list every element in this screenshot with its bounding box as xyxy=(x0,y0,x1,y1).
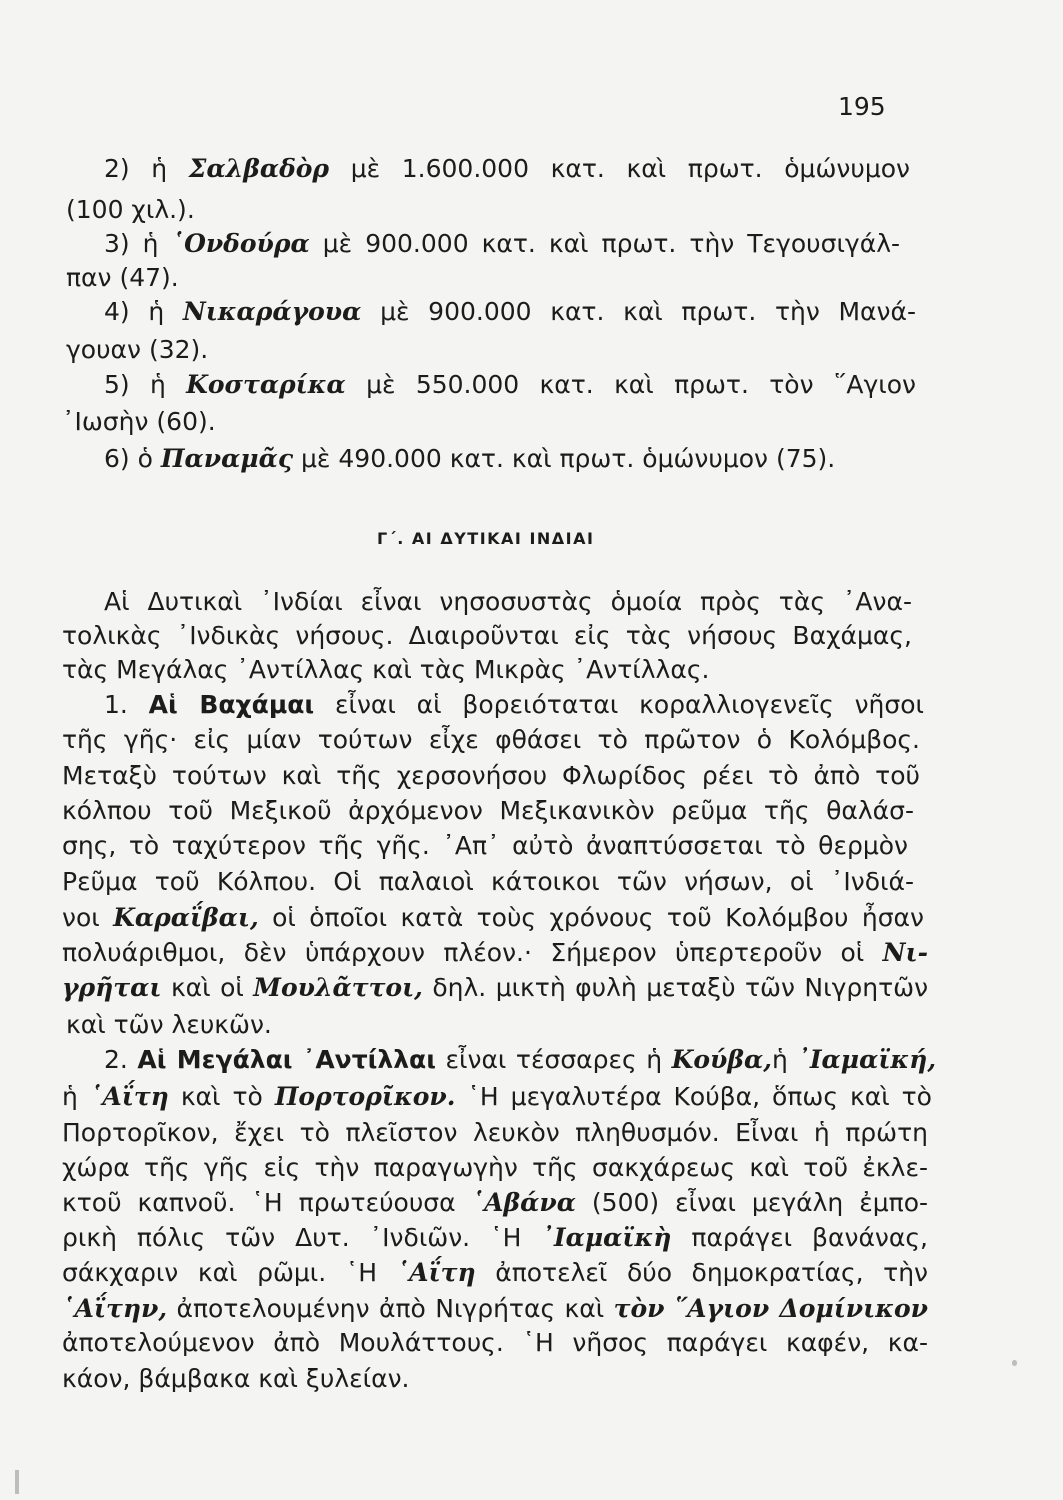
island-name: ῾Αΐτη xyxy=(396,1258,476,1287)
list-text: μὲ 550.000 κατ. καὶ πρωτ. τὸν ῞Αγιον xyxy=(366,370,916,399)
p3-line-5 xyxy=(62,1188,928,1218)
p1-line-3: τὰς Μεγάλας ᾿Αντίλλας καὶ τὰς Μικρὰς ᾿Αντίλλας. xyxy=(62,655,710,684)
text: ἀποτελεῖ δύο δημοκρατίας, τὴν xyxy=(495,1258,929,1287)
text: δηλ. μικτὴ φυλὴ μεταξὺ τῶν Νιγρητῶν xyxy=(432,973,929,1002)
country-name: τὸν ῞Αγιον Δομίνικον xyxy=(613,1294,929,1323)
list-text: μὲ 1.600.000 κατ. καὶ πρωτ. ὁμώνυμον xyxy=(350,154,910,183)
island-name: Πορτορῖκον. xyxy=(274,1082,456,1111)
scan-dot xyxy=(1012,1360,1017,1366)
p2-line-2: τῆς γῆς· εἰς μίαν τούτων εἶχε φθάσει τὸ πρῶτον ὁ Κολόμβος. xyxy=(62,725,920,754)
text: εἶναι τέσσαρες ἡ xyxy=(445,1045,663,1074)
city-name: ῾Αβάνα xyxy=(471,1188,576,1217)
p2-line-8 xyxy=(62,938,928,968)
place-name: Αἱ Μεγάλαι ᾿Αντίλλαι xyxy=(137,1045,436,1074)
text: οἱ ὁποῖοι κατὰ τοὺς χρόνους τοῦ Κολόμβου ἦσαν xyxy=(272,903,924,932)
people-name: Νι- xyxy=(882,938,928,967)
people-name: Μουλᾶττοι, xyxy=(253,973,423,1002)
list-item-3-cont: παν (47). xyxy=(66,263,179,292)
scan-mark xyxy=(15,1470,19,1494)
country-name: ῾Αΐτην, xyxy=(62,1294,168,1323)
list-item-5 xyxy=(104,370,916,400)
p3-line-9: ἀποτελούμενον ἀπὸ Μουλάττους. ῾Η νῆσος παράγει καφέν, κα- xyxy=(62,1328,928,1357)
country-name: Παναμᾶς xyxy=(160,444,294,473)
island-name: Κούβα, xyxy=(671,1045,772,1074)
p2-line-5: σης, τὸ ταχύτερον τῆς γῆς. ᾿Απ᾿ αὐτὸ ἀναπτύσσεται τὸ θερμὸν xyxy=(62,831,908,860)
list-number: 6) ὁ xyxy=(104,444,153,473)
list-item-2-cont: (100 χιλ.). xyxy=(66,195,195,224)
list-item-4-cont: γουαν (32). xyxy=(66,335,209,364)
page-number: 195 xyxy=(838,92,886,121)
place-name: Αἱ Βαχάμαι xyxy=(148,690,315,719)
list-text: μὲ 900.000 κατ. καὶ πρωτ. τὴν Τεγουσιγάλ- xyxy=(322,229,901,258)
p3-line-3: Πορτορῖκον, ἔχει τὸ πλεῖστον λευκὸν πληθυσμόν. Εἶναι ἡ πρώτη xyxy=(62,1118,928,1147)
text: καὶ τὸ xyxy=(180,1082,263,1111)
list-item-5-cont: ᾿Ιωσὴν (60). xyxy=(62,407,216,436)
list-number: 1. xyxy=(104,690,128,719)
country-name: ῾Ονδούρα xyxy=(171,229,310,258)
text: καὶ οἱ xyxy=(170,973,244,1002)
p3-line-10: κάον, βάμβακα καὶ ξυλείαν. xyxy=(62,1364,410,1393)
p2-line-3: Μεταξὺ τούτων καὶ τῆς χερσονήσου Φλωρίδος ρέει τὸ ἀπὸ τοῦ xyxy=(62,761,920,790)
text: νοι xyxy=(62,903,100,932)
p1-line-1: Αἱ Δυτικαὶ ᾿Ινδίαι εἶναι νησοσυστὰς ὁμοία πρὸς τὰς ᾿Ανα- xyxy=(104,587,912,616)
list-number: 2) ἡ xyxy=(104,154,168,183)
island-name: ῾Αΐτη xyxy=(89,1082,169,1111)
p2-line-1 xyxy=(104,690,924,720)
section-heading: Γ΄. ΑΙ ΔΥΤΙΚΑΙ ΙΝΔΙΑΙ xyxy=(377,529,595,548)
list-item-4 xyxy=(104,297,916,327)
country-name: Κοσταρίκα xyxy=(186,370,346,399)
p3-line-6 xyxy=(62,1223,928,1253)
country-name: Σαλβαδὸρ xyxy=(188,154,330,183)
list-number: 5) ἡ xyxy=(104,370,166,399)
people-name: γρῆται xyxy=(62,973,162,1002)
country-name: Νικαράγουα xyxy=(182,297,362,326)
p2-line-4: κόλπου τοῦ Μεξικοῦ ἀρχόμενον Μεξικανικὸν ρεῦμα τῆς θαλάσ- xyxy=(62,796,914,825)
p3-line-4: χώρα τῆς γῆς εἰς τὴν παραγωγὴν τῆς σακχάρεως καὶ τοῦ ἐκλε- xyxy=(62,1153,928,1182)
text: παράγει βανάνας, xyxy=(691,1223,928,1252)
text: ἡ xyxy=(62,1082,78,1111)
p2-line-6: Ρεῦμα τοῦ Κόλπου. Οἱ παλαιοὶ κάτοικοι τῶν νήσων, οἱ ᾿Ινδιά- xyxy=(62,867,914,896)
list-item-6 xyxy=(104,444,835,474)
p2-line-7 xyxy=(62,903,924,933)
text: ρικὴ πόλις τῶν Δυτ. ᾿Ινδιῶν. ῾Η xyxy=(62,1223,522,1252)
p1-line-2: τολικὰς ᾿Ινδικὰς νήσους. Διαιροῦνται εἰς τὰς νήσους Βαχάμας, xyxy=(62,621,912,650)
list-text: μὲ 490.000 κατ. καὶ πρωτ. ὁμώνυμον (75). xyxy=(301,444,836,473)
text: σάκχαριν καὶ ρῶμι. ῾Η xyxy=(62,1258,378,1287)
text: εἶναι αἱ βορειόταται κοραλλιογενεῖς νῆσοι xyxy=(334,690,924,719)
list-text: μὲ 900.000 κατ. καὶ πρωτ. τὴν Μανά- xyxy=(380,297,916,326)
p2-line-10: καὶ τῶν λευκῶν. xyxy=(66,1010,272,1039)
text: πολυάριθμοι, δὲν ὑπάρχουν πλέον.· Σήμερον ὑπερτεροῦν οἱ xyxy=(62,938,865,967)
p3-line-7 xyxy=(62,1258,928,1288)
island-name: ᾿Ιαμαϊκή, xyxy=(797,1045,937,1074)
p2-line-9 xyxy=(62,973,928,1003)
island-name: ᾿Ιαμαϊκὴ xyxy=(541,1223,672,1252)
text: ἡ xyxy=(771,1045,788,1074)
list-number: 2. xyxy=(104,1045,128,1074)
p3-line-1 xyxy=(104,1045,936,1075)
text: ῾Η μεγαλυτέρα Κούβα, ὅπως καὶ τὸ xyxy=(467,1082,932,1111)
text: ἀποτελουμένην ἀπὸ Νιγρήτας καὶ xyxy=(176,1294,605,1323)
list-number: 3) ἡ xyxy=(104,229,159,258)
list-item-2 xyxy=(104,154,910,184)
p3-line-2 xyxy=(62,1082,932,1112)
list-number: 4) ἡ xyxy=(104,297,165,326)
list-item-3 xyxy=(104,229,900,259)
people-name: Καραΐβαι, xyxy=(113,903,259,932)
p3-line-8 xyxy=(62,1294,928,1324)
text: κτοῦ καπνοῦ. ῾Η πρωτεύουσα xyxy=(62,1188,456,1217)
text: (500) εἶναι μεγάλη ἐμπο- xyxy=(591,1188,929,1217)
